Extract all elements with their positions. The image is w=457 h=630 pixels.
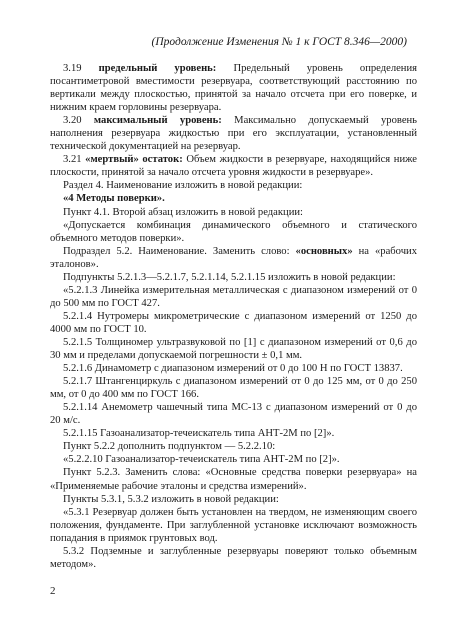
paragraph-5-2-1-6: 5.2.1.6 Динамометр с диапазоном измерений от 0 до 100 Н по ГОСТ 13837. [63,363,403,375]
paragraph-3-19: 3.19 предельный уровень: Предельный уровень определения посантиметровой вместимости резервуара, соответствующий расстоянию по вертикали между плоскостью, принятой за начало отсчета при его поверке, и нижним краем горловины резервуара. [50,63,418,114]
paragraph-5-2-2: Пункт 5.2.2 дополнить подпунктом — 5.2.2.10: [63,441,276,453]
paragraph-5-2-1-15: 5.2.1.15 Газоанализатор-течеискатель типа АНТ-2М по [2]». [63,428,335,440]
paragraph-5-3: Пункты 5.3.1, 5.3.2 изложить в новой редакции: [63,493,279,505]
paragraph-5-3-1: «5.3.1 Резервуар должен быть установлен на твердом, не изменяющим своего положения, фундаменте. При заглубленной установке исключают возможность попадания в приямок грунтовых вод. [50,506,417,544]
paragraph-3-21: 3.21 «мертвый» остаток: Объем жидкости в резервуаре, находящийся ниже плоскости, принятой за начало отсчета уровня жидкости в резервуаре». [50,154,417,179]
paragraph-5-3-2: 5.3.2 Подземные и заглубленные резервуары поверяют только объемным методом». [50,545,417,570]
paragraph-5-2: Подраздел 5.2. Наименование. Заменить слово: «основных» на «рабочих эталонов». [50,245,417,270]
paragraph-5-2-1-4: 5.2.1.4 Нутромеры микрометрические с диапазоном измерений от 1250 до 4000 мм по ГОСТ 10. [50,310,417,335]
paragraph-5-2-3: Пункт 5.2.3. Заменить слова: «Основные средства поверки резервуара» на «Применяемые рабочие эталоны и средства измерений». [50,467,417,492]
paragraph-5-2-1-14: 5.2.1.14 Анемометр чашечный типа МС-13 с диапазоном измерений от 0 до 20 м/с. [50,402,417,427]
paragraph-section-4: Раздел 4. Наименование изложить в новой редакции: [63,180,303,192]
paragraph-5-2-1-3: «5.2.1.3 Линейка измерительная металлическая с диапазоном измерений от 0 до 500 мм по ГОСТ 427. [50,284,417,309]
paragraph-5-2-1-7: 5.2.1.7 Штангенциркуль с диапазоном измерений от 0 до 125 мм, от 0 до 250 мм, от 0 до 400 мм по ГОСТ 166. [50,376,417,401]
page-number: 2 [50,585,56,597]
paragraph-5-2-1-5: 5.2.1.5 Толщиномер ультразвуковой по [1] с диапазоном измерений от 0,6 до 30 мм и пределами допускаемой погрешности ± 0,1 мм. [50,336,417,362]
paragraph-4-1: Пункт 4.1. Второй абзац изложить в новой редакции: [63,206,303,218]
document-body [50,62,417,571]
paragraph-subclauses: Подпункты 5.2.1.3—5.2.1.7, 5.2.1.14, 5.2.1.15 изложить в новой редакции: [63,271,396,283]
paragraph-4-1-text: «Допускается комбинация динамического объемного и статического объемного методов поверки». [50,219,417,244]
paragraph-section-4-title: «4 Методы поверки». [63,193,165,205]
paragraph-3-20: 3.20 максимальный уровень: Максимально допускаемый уровень наполнения резервуара жидкостью при его эксплуатации, установленный технической документацией на резервуар. [50,115,418,153]
paragraph-5-2-2-10: «5.2.2.10 Газоанализатор-течеискатель типа АНТ-2М по [2]». [63,454,340,466]
running-header: (Продолжение Изменения № 1 к ГОСТ 8.346—2000) [151,36,407,48]
